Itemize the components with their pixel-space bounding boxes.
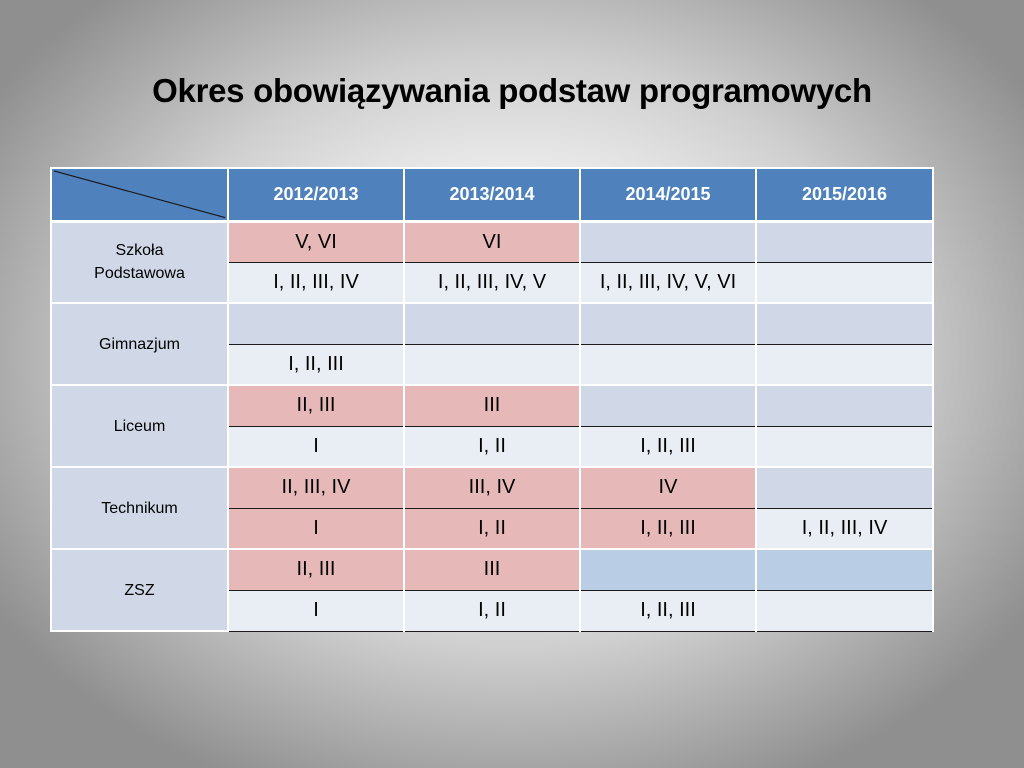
table-cell: I, II — [404, 426, 580, 467]
table-cell — [228, 303, 404, 344]
table-row — [51, 385, 933, 426]
school-label-zsz: ZSZ — [51, 549, 228, 631]
table-cell: I, II, III, IV, V, VI — [580, 262, 756, 303]
table-cell: I — [228, 590, 404, 631]
table-cell — [756, 221, 933, 262]
table-cell: I, II — [404, 590, 580, 631]
year-header-2013-2014: 2013/2014 — [404, 168, 580, 221]
school-label-technikum: Technikum — [51, 467, 228, 549]
header-row — [51, 168, 933, 221]
table-cell: I — [228, 426, 404, 467]
year-header-2015-2016: 2015/2016 — [756, 168, 933, 221]
table-cell: IV — [580, 467, 756, 508]
table-cell — [404, 344, 580, 385]
school-label-gimnazjum: Gimnazjum — [51, 303, 228, 385]
curriculum-schedule-table — [50, 167, 934, 632]
table-cell — [756, 549, 933, 590]
table-cell: I, II, III, IV, V — [404, 262, 580, 303]
school-label-liceum: Liceum — [51, 385, 228, 467]
table-cell: I, II — [404, 508, 580, 549]
table-cell — [756, 426, 933, 467]
table-cell: I, II, III, IV — [228, 262, 404, 303]
table-cell — [756, 590, 933, 631]
table-cell — [756, 467, 933, 508]
table-cell: II, III, IV — [228, 467, 404, 508]
table-cell — [580, 549, 756, 590]
table-cell — [580, 303, 756, 344]
table-cell: I, II, III, IV — [756, 508, 933, 549]
corner-cell — [51, 168, 228, 221]
table-row — [51, 467, 933, 508]
school-name: Szkoła Podstawowa — [94, 242, 185, 283]
year-header-2012-2013: 2012/2013 — [228, 168, 404, 221]
table-cell: I, II, III — [228, 344, 404, 385]
table-cell: II, III — [228, 549, 404, 590]
table-cell — [756, 303, 933, 344]
slide-title: Okres obowiązywania podstaw programowych — [152, 72, 872, 109]
table-cell: I, II, III — [580, 508, 756, 549]
table-cell: III — [404, 385, 580, 426]
table-cell: III — [404, 549, 580, 590]
table-cell: II, III — [228, 385, 404, 426]
table-cell — [580, 344, 756, 385]
table-cell — [756, 344, 933, 385]
table-row — [51, 303, 933, 344]
table-cell: I — [228, 508, 404, 549]
table-cell: V, VI — [228, 221, 404, 262]
table-cell: III, IV — [404, 467, 580, 508]
table-cell — [756, 262, 933, 303]
table-cell: I, II, III — [580, 426, 756, 467]
table-cell — [580, 221, 756, 262]
school-label-szkola-podstawowa — [51, 221, 228, 303]
table-row — [51, 549, 933, 590]
table-cell — [756, 385, 933, 426]
table-row — [51, 221, 933, 262]
year-header-2014-2015: 2014/2015 — [580, 168, 756, 221]
table-cell: I, II, III — [580, 590, 756, 631]
table-cell — [580, 385, 756, 426]
table-cell: VI — [404, 221, 580, 262]
diagonal-divider-icon — [52, 169, 227, 220]
table-cell — [404, 303, 580, 344]
